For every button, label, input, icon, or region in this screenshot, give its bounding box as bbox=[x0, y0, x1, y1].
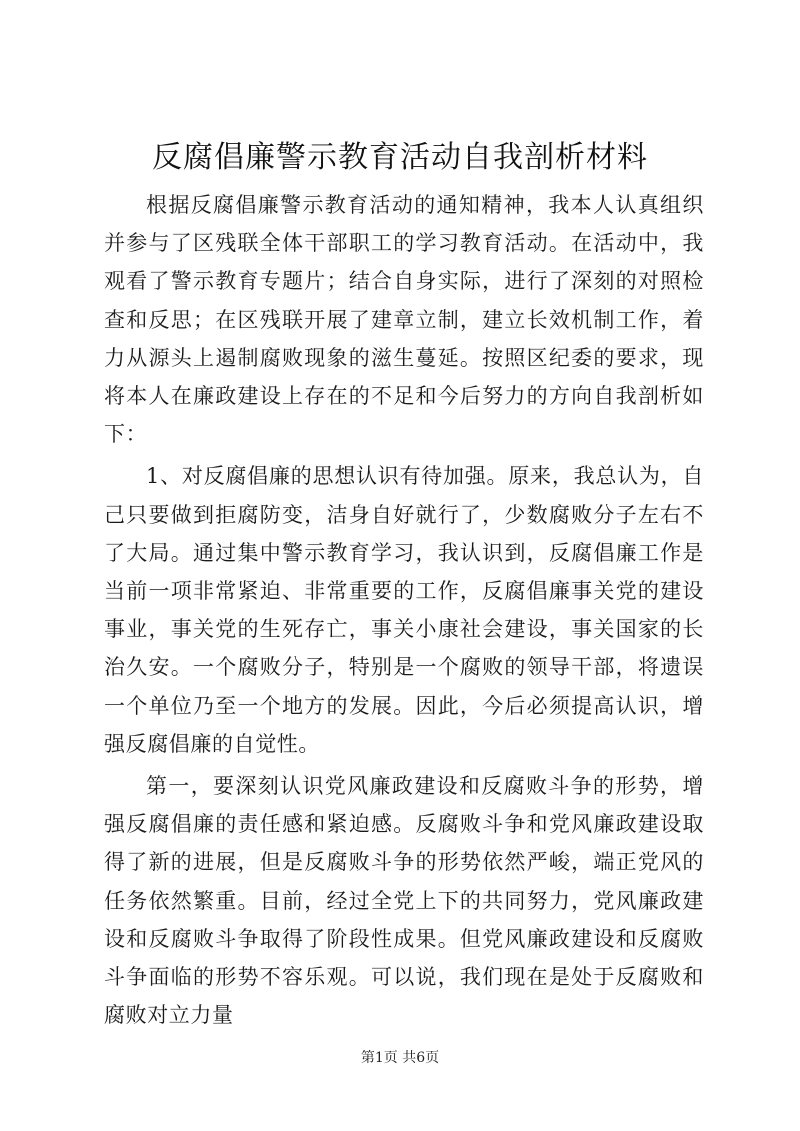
document-title: 反腐倡廉警示教育活动自我剖析材料 bbox=[152, 140, 648, 175]
document-body bbox=[104, 186, 704, 1038]
paragraph-point-1: 1、对反腐倡廉的思想认识有待加强。原来，我总认为，自己只要做到拒腐防变，洁身自好就行了，少数腐败分子左右不了大局。通过集中警示教育学习，我认识到，反腐倡廉工作是当前一项非常紧迫、非常重要的工作，反腐倡廉事关党的建设事业，事关党的生死存亡，事关小康社会建设，事关国家的长治久安。一个腐败分子，特别是一个腐败的领导干部，将遗误一个单位乃至一个地方的发展。因此，今后必须提高认识，增强反腐倡廉的自觉性。 bbox=[104, 464, 704, 756]
paragraph-first: 第一，要深刻认识党风廉政建设和反腐败斗争的形势，增强反腐倡廉的责任感和紧迫感。反腐败斗争和党风廉政建设取得了新的进展，但是反腐败斗争的形势依然严峻，端正党风的任务依然繁重。目前，经过全党上下的共同努力，党风廉政建设和反腐败斗争取得了阶段性成果。但党风廉政建设和反腐败斗争面临的形势不容乐观。可以说，我们现在是处于反腐败和腐败对立力量 bbox=[104, 774, 704, 1028]
page-number-footer: 第1页 共6页 bbox=[360, 1050, 440, 1066]
paragraph-intro: 根据反腐倡廉警示教育活动的通知精神，我本人认真组织并参与了区残联全体干部职工的学习教育活动。在活动中，我观看了警示教育专题片；结合自身实际，进行了深刻的对照检查和反思；在区残联开展了建章立制，建立长效机制工作，着力从源头上遏制腐败现象的滋生蔓延。按照区纪委的要求，现将本人在廉政建设上存在的不足和今后努力的方向自我剖析如下： bbox=[104, 193, 704, 447]
